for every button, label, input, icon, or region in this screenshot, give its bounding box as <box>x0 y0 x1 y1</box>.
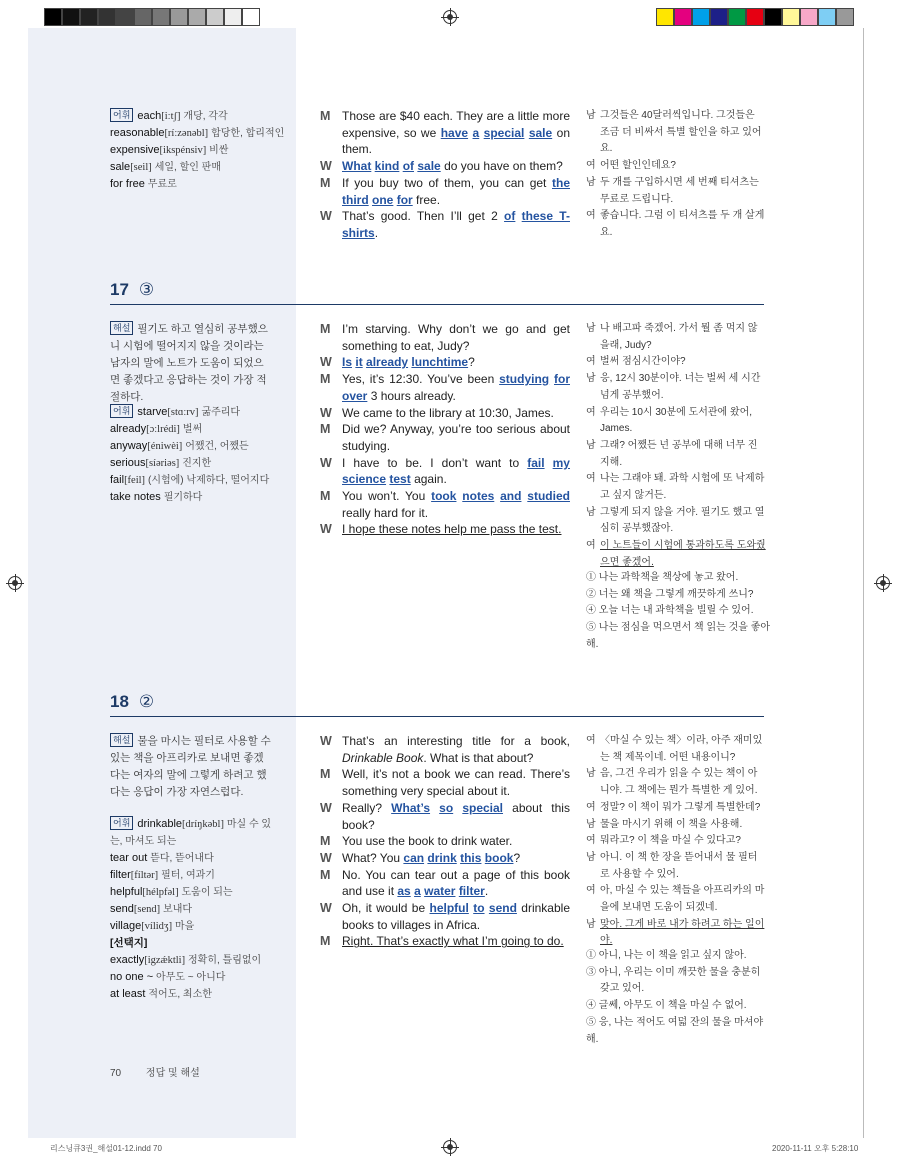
page-footer <box>110 1064 200 1079</box>
registration-mark-top <box>443 10 457 24</box>
q17-answer: ③ <box>138 280 155 299</box>
cmyk-color-bar <box>656 8 854 26</box>
registration-mark-bottom <box>443 1140 457 1154</box>
q17-english-script: M I’m starving. Why don’t we go and get something to eat, Judy? W Is it already lunchtime? M Yes, it’s 12:30. You’ve been studying for over 3 hours already. W We came to the library at 10:30, James. M Did we? Anyway, you’re too serious about studying. W I have to be. I don’t want to fail my science test again. M You won’t. You took notes and studied really hard for it. W I hope these notes help me pass the test. <box>320 322 570 537</box>
list-item: ④ 글쎄, 아무도 이 책을 마실 수 없어. <box>586 1000 747 1012</box>
vocab-tag: 어휘 <box>110 108 133 122</box>
q18-divider <box>110 716 764 717</box>
print-timestamp: 2020-11-11 오후 5:28:10 <box>772 1144 859 1153</box>
q18-korean-script: 여 〈마실 수 있는 책〉이라, 아주 재미있는 책 제목이네. 어떤 내용이니? 남 음, 그건 우리가 읽을 수 있는 책이 아니야. 그 책에는 뭔가 특별한 게 있어. 여 정말? 이 책이 뭐가 그렇게 특별한데? 남 물을 마시기 위해 이 책을 사용해. 여 뭐라고? 이 책을 마실 수 있다고? 남 아니. 이 책 한 장을 뜯어내서 물 필터로 사용할 수 있어. 여 아, 마실 수 있는 책들을 아프리카의 마을에 보내면 도움이 되겠네. 남 맞아. 그게 바로 내가 하려고 하는 일이야. <box>586 735 765 947</box>
list-item: ① 아니, 나는 이 책을 읽고 싶지 않아. <box>586 950 747 961</box>
list-item: ④ 오늘 너는 내 과학책을 빌릴 수 있어. <box>586 605 754 617</box>
page-trim-line <box>863 28 864 1138</box>
q18-number: 18 ② <box>110 692 155 711</box>
q17-explanation: 해설 필기도 하고 열심히 공부했으니 시험에 떨어지지 않을 것이라는 남자의 말에 노트가 도움이 되었으면 좋겠다고 응답하는 것이 가장 적절하다. <box>110 323 268 403</box>
page-number: 70 <box>110 1068 122 1079</box>
q18-answer: ② <box>138 692 155 711</box>
choice-vocab-label: [선택지] <box>110 937 148 949</box>
q17-korean-script: 남 나 배고파 죽겠어. 가서 뭘 좀 먹지 않을래, Judy? 여 벌써 점심시간이야? 남 응, 12시 30분이야. 너는 벌써 세 시간 넘게 공부했어. 여 우리는 10시 30분에 도서관에 왔어, James. 남 그래? 어쨌든 넌 공부에 대해 너무 진지해. 여 나는 그래야 돼. 과학 시험에 또 낙제하고 싶지 않거든. 남 그렇게 되지 않을 거야. 필기도 했고 열심히 공부했잖아. 여 이 노트들이 시험에 통과하도록 도와줬으면 좋겠어. <box>586 323 766 568</box>
q17-vocab: 어휘 starve[stɑːrv] 굶주리다 already[ɔːlrédi] 벌써 anyway[éniwèi] 어쨌건, 어쨌든 serious[síəriəs] 진지한 fail[feil] (시험에) 낙제하다, 떨어지다 take notes 필기하다 <box>110 406 270 503</box>
print-file-info: 리스닝큐3권_해설01-12.indd 70 <box>50 1144 162 1153</box>
registration-mark-left <box>8 576 22 590</box>
footer-label: 정답 및 해설 <box>145 1068 200 1079</box>
q18-explanation: 해설 물을 마시는 필터로 사용할 수 있는 책을 아프리카로 보내면 좋겠다는 여자의 말에 그렇게 하려고 했다는 응답이 가장 자연스럽다. <box>110 735 271 798</box>
list-item: ① 나는 과학책을 책상에 놓고 왔어. <box>586 572 739 583</box>
grayscale-color-bar <box>44 8 260 26</box>
registration-mark-right <box>876 576 890 590</box>
q18-english-script: W That’s an interesting title for a book, Drinkable Book. What is that about? M Well, it’s not a book we can read. There’s something very special about it. W Really? What’s so special about this book? M You use the book to drink water. W What? You can drink this book? M No. You can tear out a page of this book and use it as a water filter. W Oh, it would be helpful to send drinkable books to villages in Africa. M Right. That’s exactly what I’m going to do. <box>320 734 570 949</box>
list-item: ③ 아니, 우리는 이미 깨끗한 물을 충분히 갖고 있어. <box>586 966 761 995</box>
q17-number: 17 ③ <box>110 280 155 299</box>
q17-options <box>586 570 776 654</box>
list-item: ⑤ 응, 나는 적어도 여덟 잔의 물을 마셔야 해. <box>586 1016 764 1045</box>
q16-vocab: 어휘 each[iːtʃ] 개당, 각각 reasonable[ríːzənəbl] 합당한, 합리적인 expensive[ikspénsiv] 비싼 sale[seil] 세일, 할인 판매 for free 무료로 <box>110 110 285 190</box>
list-item: ② 너는 왜 책을 그렇게 깨끗하게 쓰니? <box>586 588 754 600</box>
expl-tag: 해설 <box>110 321 133 335</box>
q17-divider <box>110 304 764 305</box>
q18-options <box>586 948 766 1048</box>
list-item: ⑤ 나는 점심을 먹으면서 책 읽는 것을 좋아해. <box>586 622 771 650</box>
q16-korean-script: 남 그것들은 40달러씩입니다. 그것들은 조금 더 비싸서 특별 할인을 하고 있어요. 여 어떤 할인인데요? 남 두 개를 구입하시면 세 번째 티셔츠는 무료로 드립니다. 여 좋습니다. 그럼 이 티셔츠를 두 개 살게요. <box>586 110 765 238</box>
q18-vocab: 어휘 drinkable[dríŋkəbl] 마실 수 있는, 마셔도 되는 tear out 뜯다, 뜯어내다 filter[fíltər] 필터, 여과기 helpful[hélpfəl] 도움이 되는 send[send] 보내다 village[vílidʒ] 마을 [선택지] exactly[igzǽktli] 정확히, 틀림없이 no one ~ 아무도 ~ 아니다 at least 적어도, 최소한 <box>110 816 290 1003</box>
q16-english-script: M Those are $40 each. They are a little more expensive, so we have a special sale on them. W What kind of sale do you have on them? M If you buy two of them, you can get the third one for free. W That’s good. Then I’ll get 2 of these T-shirts. <box>320 109 570 240</box>
